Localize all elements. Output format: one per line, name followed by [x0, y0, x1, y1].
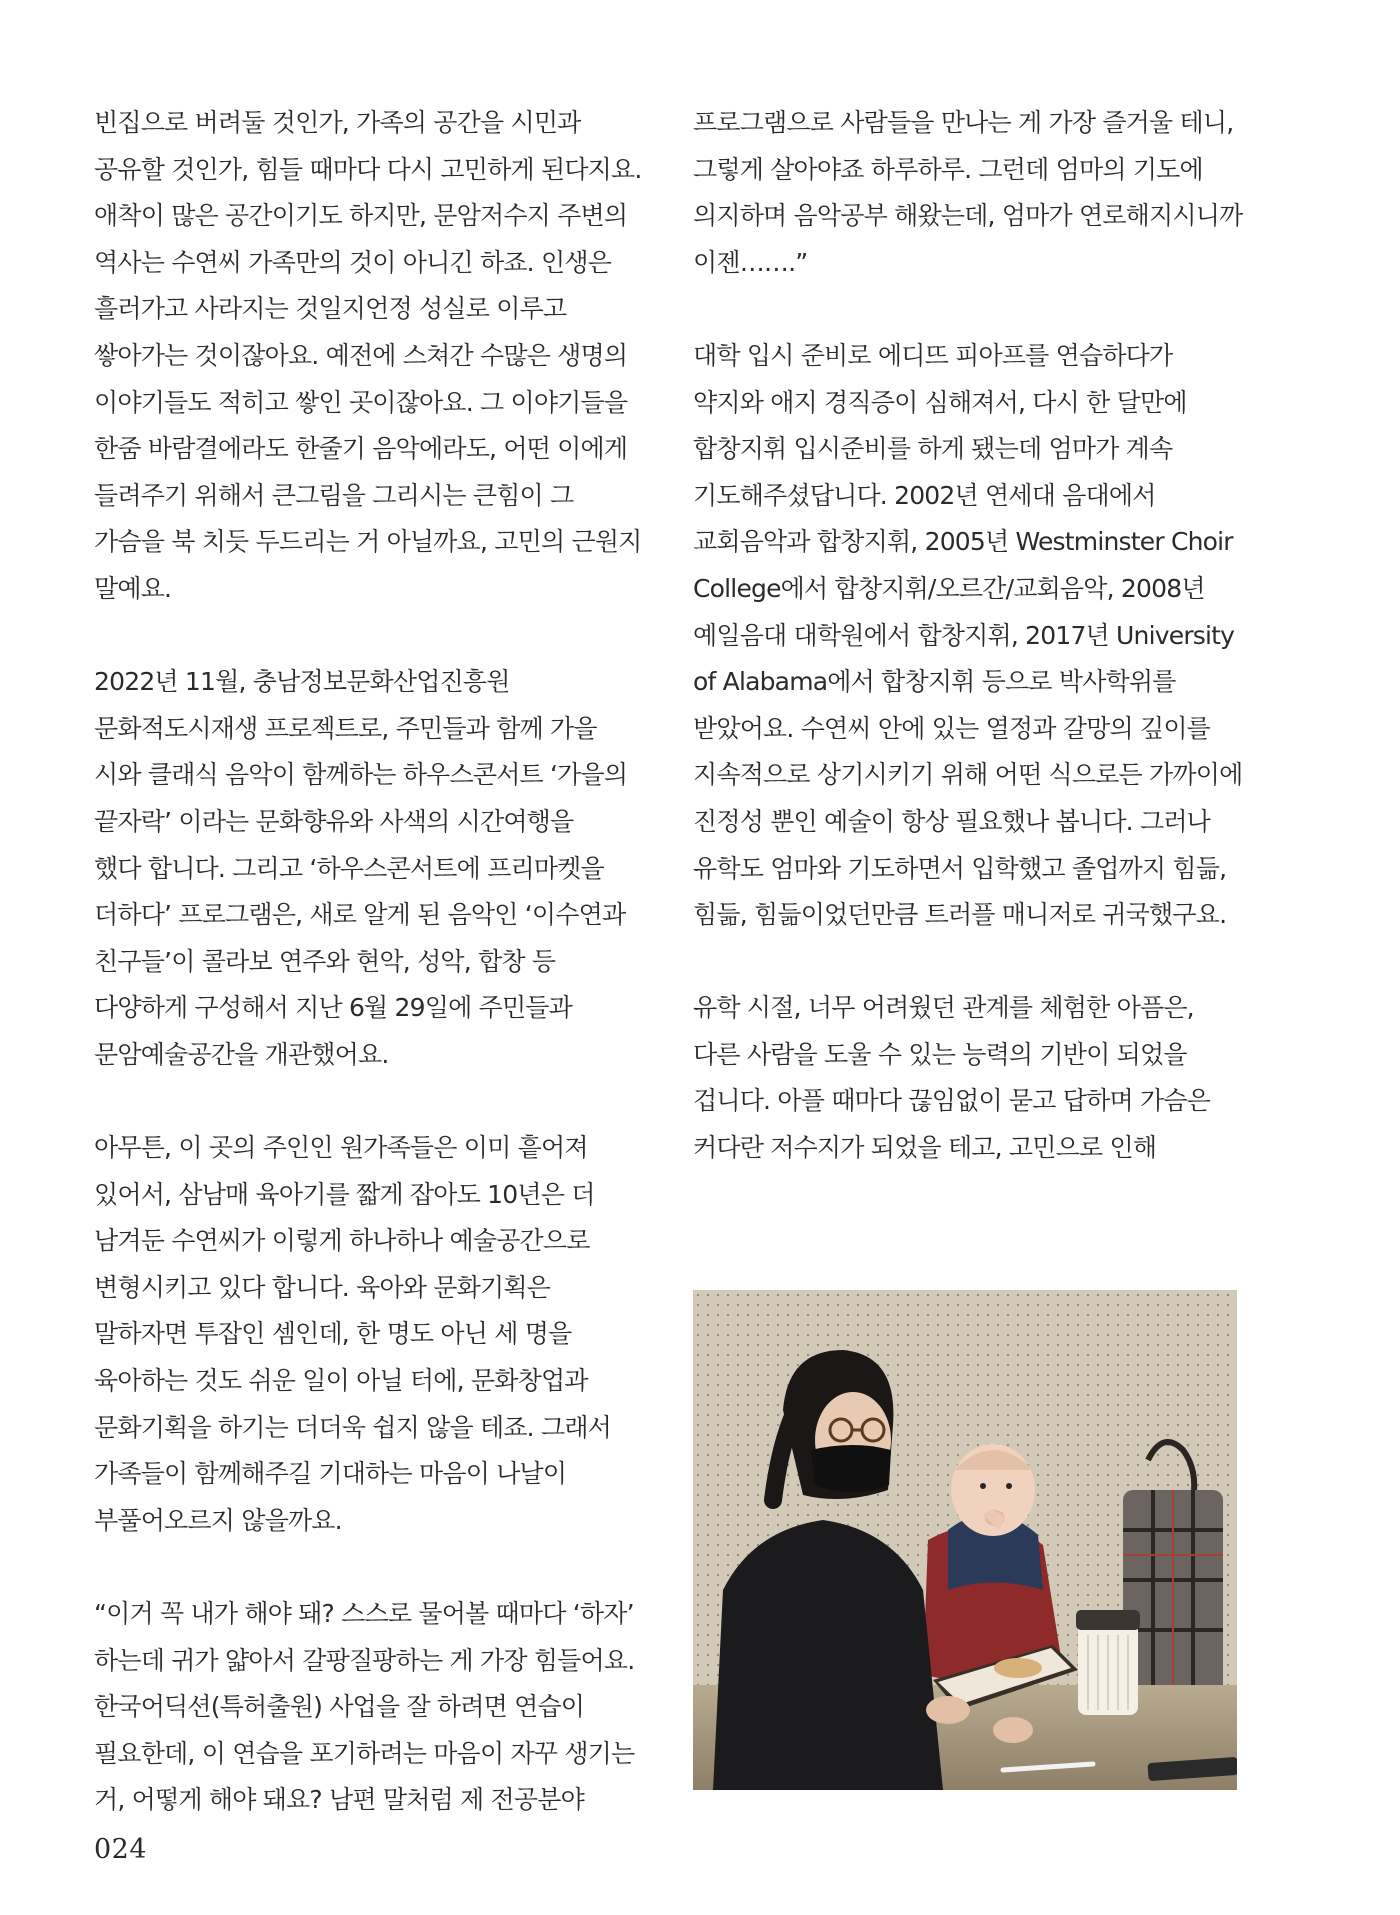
text-line: 육아하는 것도 쉬운 일이 아닐 터에, 문화창업과: [94, 1366, 588, 1396]
text-line: 문화기획을 하기는 더더욱 쉽지 않을 테죠. 그래서: [94, 1412, 612, 1442]
text-line: 하는데 귀가 얇아서 갈팡질팡하는 게 가장 힘들어요.: [94, 1645, 635, 1675]
text-line: 다른 사람을 도울 수 있는 능력의 기반이 되었을: [693, 1039, 1187, 1069]
paragraph: [693, 985, 1253, 1171]
text-line: 있어서, 삼남매 육아기를 짧게 잡아도 10년은 더: [94, 1179, 595, 1209]
text-line: 그렇게 살아야죠 하루하루. 그런데 엄마의 기도에: [693, 154, 1203, 184]
text-line: 필요한데, 이 연습을 포기하려는 마음이 자꾸 생기는: [94, 1738, 635, 1768]
text-line: of Alabama에서 합창지휘 등으로 박사학위를: [693, 667, 1176, 697]
text-line: 유학도 엄마와 기도하면서 입학했고 졸업까지 힘듦,: [693, 853, 1227, 883]
text-line: 들려주기 위해서 큰그림을 그리시는 큰힘이 그: [94, 480, 574, 510]
text-line: 공유할 것인가, 힘들 때마다 다시 고민하게 된다지요.: [94, 154, 642, 184]
text-line: 쌓아가는 것이잖아요. 예전에 스쳐간 수많은 생명의: [94, 340, 628, 370]
text-line: 예일음대 대학원에서 합창지휘, 2017년 University: [693, 620, 1235, 650]
text-line: “이거 꼭 내가 해야 돼? 스스로 물어볼 때마다 ‘하자’: [94, 1599, 634, 1628]
text-line: 힘듦, 힘듦이었던만큼 트러플 매니저로 귀국했구요.: [693, 900, 1227, 930]
text-line: 역사는 수연씨 가족만의 것이 아니긴 하죠. 인생은: [94, 247, 612, 277]
photo: [693, 1290, 1237, 1790]
text-line: 겁니다. 아플 때마다 끊임없이 묻고 답하며 가슴은: [693, 1086, 1211, 1116]
text-line: 기도해주셨답니다. 2002년 연세대 음대에서: [693, 480, 1156, 510]
text-line: 받았어요. 수연씨 안에 있는 열정과 갈망의 깊이를: [693, 713, 1211, 743]
text-line: 시와 클래식 음악이 함께하는 하우스콘서트 ‘가을의: [94, 760, 628, 790]
right-text-column: [693, 100, 1253, 1218]
text-line: 문암예술공간을 개관했어요.: [94, 1039, 389, 1069]
text-line: 변형시키고 있다 합니다. 육아와 문화기획은: [94, 1272, 551, 1302]
text-line: 말하자면 투잡인 셈인데, 한 명도 아닌 세 명을: [94, 1319, 572, 1349]
text-line: College에서 합창지휘/오르간/교회음악, 2008년: [693, 573, 1205, 603]
text-line: 애착이 많은 공간이기도 하지만, 문암저수지 주변의: [94, 201, 628, 231]
page-number: 024: [94, 1834, 148, 1865]
text-line: 의지하며 음악공부 해왔는데, 엄마가 연로해지시니까: [693, 201, 1243, 231]
photo-illustration: [693, 1290, 1237, 1790]
text-line: 교회음악과 합창지휘, 2005년 Westminster Choir: [693, 527, 1233, 557]
paragraph: [693, 100, 1253, 286]
paragraph: [94, 1591, 654, 1824]
text-line: 진정성 뿐인 예술이 항상 필요했나 봅니다. 그러나: [693, 806, 1211, 836]
text-line: 이야기들도 적히고 쌓인 곳이잖아요. 그 이야기들을: [94, 387, 628, 417]
text-line: 부풀어오르지 않을까요.: [94, 1505, 342, 1535]
text-line: 문화적도시재생 프로젝트로, 주민들과 함께 가을: [94, 713, 597, 743]
text-line: 약지와 애지 경직증이 심해져서, 다시 한 달만에: [693, 387, 1187, 417]
text-line: 이젠…….”: [693, 247, 808, 277]
text-line: 합창지휘 입시준비를 하게 됐는데 엄마가 계속: [693, 434, 1173, 464]
left-text-column: [94, 100, 654, 1871]
text-line: 친구들’이 콜라보 연주와 현악, 성악, 합창 등: [94, 946, 556, 976]
text-line: 남겨둔 수연씨가 이렇게 하나하나 예술공간으로: [94, 1226, 590, 1256]
thermos: [1076, 1610, 1140, 1715]
text-line: 흘러가고 사라지는 것일지언정 성실로 이루고: [94, 294, 567, 324]
text-line: 했다 합니다. 그리고 ‘하우스콘서트에 프리마켓을: [94, 853, 604, 883]
text-line: 프로그램으로 사람들을 만나는 게 가장 즐거울 테니,: [693, 108, 1234, 137]
text-line: 커다란 저수지가 되었을 테고, 고민으로 인해: [693, 1133, 1157, 1163]
paragraph: [94, 100, 654, 613]
text-line: 가족들이 함께해주길 기대하는 마음이 나날이: [94, 1459, 567, 1489]
text-line: 대학 입시 준비로 에디뜨 피아프를 연습하다가: [693, 340, 1173, 370]
paragraph: [94, 659, 654, 1078]
paragraph: [693, 333, 1253, 939]
text-line: 2022년 11월, 충남정보문화산업진흥원: [94, 667, 510, 697]
text-line: 지속적으로 상기시키기 위해 어떤 식으로든 가까이에: [693, 760, 1243, 790]
text-line: 가슴을 북 치듯 두드리는 거 아닐까요, 고민의 근원지: [94, 527, 642, 557]
text-line: 아무튼, 이 곳의 주인인 원가족들은 이미 흩어져: [94, 1133, 588, 1163]
text-line: 한국어딕션(특허출원) 사업을 잘 하려면 연습이: [94, 1692, 585, 1722]
text-line: 빈집으로 버려둘 것인가, 가족의 공간을 시민과: [94, 108, 581, 137]
snack: [994, 1658, 1042, 1678]
text-line: 다양하게 구성해서 지난 6월 29일에 주민들과: [94, 993, 573, 1023]
text-line: 말예요.: [94, 573, 172, 603]
paragraph: [94, 1125, 654, 1544]
text-line: 한줌 바람결에라도 한줄기 음악에라도, 어떤 이에게: [94, 434, 628, 464]
text-line: 유학 시절, 너무 어려웠던 관계를 체험한 아픔은,: [693, 993, 1194, 1023]
text-line: 더하다’ 프로그램은, 새로 알게 된 음악인 ‘이수연과: [94, 900, 626, 930]
text-line: 거, 어떻게 해야 돼요? 남편 말처럼 제 전공분야: [94, 1785, 584, 1815]
text-line: 끝자락’ 이라는 문화향유와 사색의 시간여행을: [94, 806, 574, 836]
